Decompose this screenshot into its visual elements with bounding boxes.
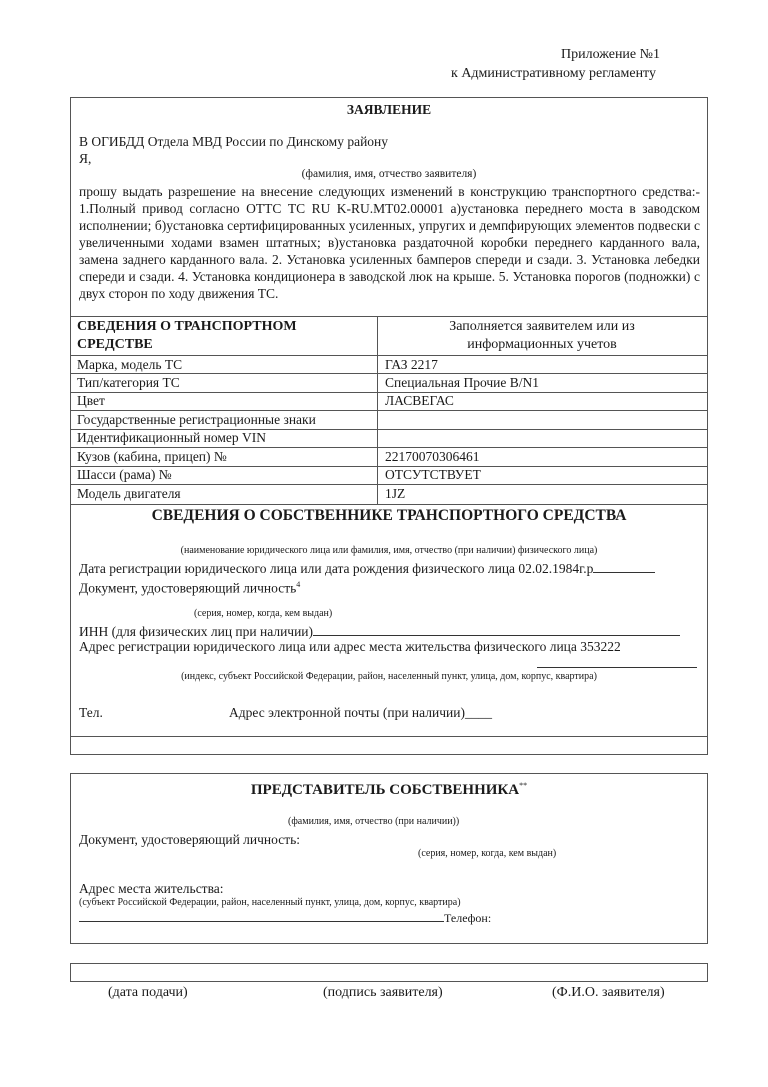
representative-title-text: ПРЕДСТАВИТЕЛЬ СОБСТВЕННИКА	[250, 782, 520, 798]
owner-inn-label: ИНН (для физических лиц при наличии)	[79, 624, 314, 639]
signature-box	[70, 963, 708, 982]
representative-phone-label: Телефон:	[444, 911, 492, 925]
request-text: прошу выдать разрешение на внесение следующих изменений в конструкцию транспортного средства:- 1.Полный привод согласно ОТТС ТС RU K-RU.MT02.00001 а)установка переднего моста в заводском исполнении; б)установка сертифицированных усиленных, упругих и демпфирующих элементов подвески с увеличенными ходами взамен штатных; в)установка раздаточной коробки переднего карданного вала, замена заднего карданного вала. 2. Установка усиленных бамперов спереди и сзади. 3. Установка лебедки спереди и сзади. 4. Установка кондиционера в заводской люк на крыше. 5. Установка порогов (подножки) с двух сторон по ходу движения ТС.	[79, 184, 700, 301]
owner-section-title: СВЕДЕНИЯ О СОБСТВЕННИКЕ ТРАНСПОРТНОГО СРЕДСТВА	[151, 507, 627, 524]
vehicle-value-type: Специальная Прочие B/N1	[385, 375, 540, 390]
vehicle-label-make: Марка, модель ТС	[77, 357, 183, 372]
signature-fio-caption: (Ф.И.О. заявителя)	[552, 985, 665, 1000]
vehicle-section-note	[378, 318, 706, 354]
owner-doc-caption: (серия, номер, когда, кем выдан)	[194, 608, 333, 619]
vehicle-label-engine: Модель двигателя	[77, 486, 181, 501]
representative-phone-line	[79, 910, 491, 926]
representative-title-mark: **	[519, 781, 528, 790]
representative-doc-label: Документ, удостоверяющий личность:	[79, 832, 301, 847]
owner-address-label: Адрес регистрации юридического лица или адрес места жительства физического лица 353222	[79, 639, 621, 654]
vehicle-label-plates: Государственные регистрационные знаки	[77, 412, 316, 427]
vehicle-value-make: ГАЗ 2217	[385, 357, 438, 372]
owner-address-fill	[537, 667, 697, 668]
owner-doc-footnote-mark: 4	[296, 580, 301, 589]
vehicle-section-note-1: Заполняется заявителем или из	[449, 319, 635, 334]
vehicle-value-chassis: ОТСУТСТВУЕТ	[385, 467, 481, 482]
owner-doc-line	[79, 576, 300, 597]
representative-doc-caption: (серия, номер, когда, кем выдан)	[418, 848, 557, 859]
vehicle-value-body: 22170070306461	[385, 449, 480, 464]
vehicle-label-body: Кузов (кабина, прицеп) №	[77, 449, 227, 464]
vehicle-label-vin: Идентификационный номер VIN	[77, 430, 266, 445]
representative-address-caption: (субъект Российской Федерации, район, населенный пункт, улица, дом, корпус, квартира)	[79, 897, 461, 908]
vehicle-value-engine: 1JZ	[385, 486, 406, 501]
owner-doc-label: Документ, удостоверяющий личность	[79, 580, 297, 596]
applicant-line: Я,	[79, 151, 92, 166]
vehicle-section-title-2: СРЕДСТВЕ	[77, 337, 153, 352]
owner-section-bottom-line	[70, 736, 708, 737]
recipient-line: В ОГИБДД Отдела МВД России по Динскому району	[79, 134, 389, 149]
signature-date-caption: (дата подачи)	[108, 985, 188, 1000]
vehicle-label-color: Цвет	[77, 393, 105, 408]
owner-inn-fill	[313, 622, 680, 636]
signature-sign-caption: (подпись заявителя)	[323, 985, 443, 1000]
owner-date-line	[79, 559, 655, 577]
vehicle-value-color: ЛАСВЕГАС	[385, 393, 454, 408]
representative-address-label: Адрес места жительства:	[79, 881, 224, 896]
applicant-name-caption: (фамилия, имя, отчество заявителя)	[301, 168, 477, 180]
owner-phone-label: Тел.	[79, 705, 103, 720]
appendix-regulation: к Административному регламенту	[451, 66, 656, 81]
vehicle-section-title-1: СВЕДЕНИЯ О ТРАНСПОРТНОМ	[77, 319, 297, 334]
owner-date-label: Дата регистрации юридического лица или дата рождения физического лица 02.02.1984г.р	[79, 561, 594, 576]
owner-date-fill	[593, 559, 655, 573]
representative-address-fill	[79, 910, 444, 922]
appendix-number: Приложение №1	[561, 47, 660, 62]
vehicle-table-top	[70, 316, 708, 317]
owner-email-label: Адрес электронной почты (при наличии)____	[229, 705, 492, 720]
application-title: ЗАЯВЛЕНИЕ	[346, 102, 432, 117]
vehicle-label-chassis: Шасси (рама) №	[77, 467, 172, 482]
owner-address-caption: (индекс, субъект Российской Федерации, район, населенный пункт, улица, дом, корпус, квартира)	[181, 671, 597, 682]
vehicle-section-title	[77, 318, 297, 354]
vehicle-label-type: Тип/категория ТС	[77, 375, 180, 390]
row-line	[70, 504, 708, 505]
representative-name-caption: (фамилия, имя, отчество (при наличии))	[288, 816, 460, 827]
owner-name-caption: (наименование юридического лица или фамилия, имя, отчество (при наличии) физического лица)	[180, 545, 598, 556]
representative-title	[70, 776, 708, 800]
vehicle-section-note-2: информационных учетов	[467, 337, 617, 352]
